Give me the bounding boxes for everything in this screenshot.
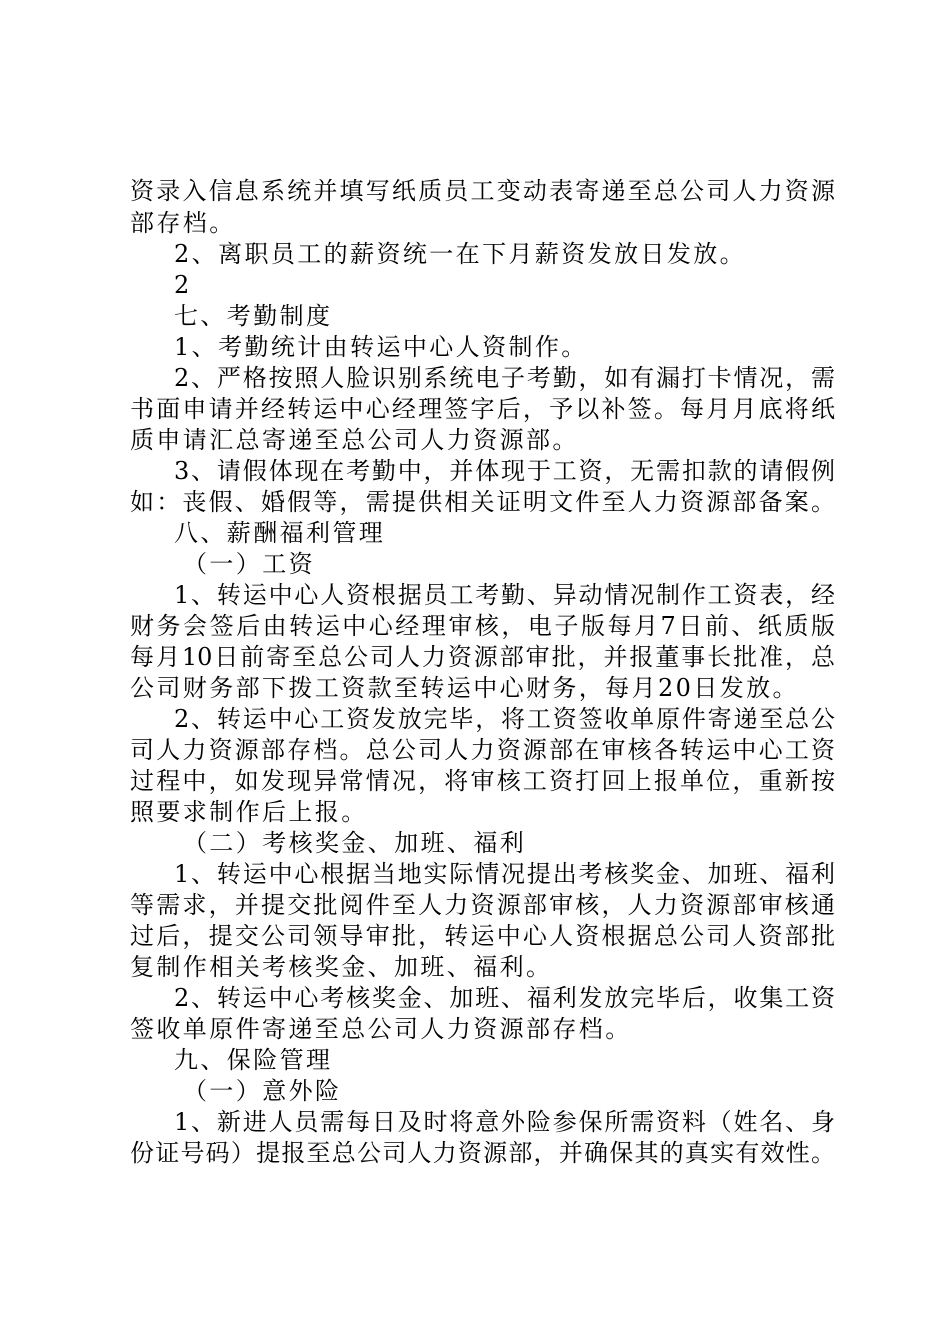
subsection-heading: （一）工资 <box>183 550 315 578</box>
paragraph-line: 2、转运中心考核奖金、加班、福利发放完毕后，收集工资 <box>174 984 835 1012</box>
paragraph-line: 等需求，并提交批阅件至人力资源部审核，人力资源部审核通 <box>130 891 835 919</box>
paragraph-line: 3、请假体现在考勤中，并体现于工资，无需扣款的请假例 <box>174 457 835 485</box>
paragraph-line: 每月10日前寄至总公司人力资源部审批，并报董事长批准，总 <box>130 643 835 671</box>
paragraph-line: 1、考勤统计由转运中心人资制作。 <box>174 333 588 361</box>
paragraph-line: 复制作相关考核奖金、加班、福利。 <box>130 953 553 981</box>
paragraph-line: 过程中，如发现异常情况，将审核工资打回上报单位，重新按 <box>130 767 835 795</box>
section-heading: 七、考勤制度 <box>174 302 333 330</box>
paragraph-line: 1、新进人员需每日及时将意外险参保所需资料（姓名、身 <box>174 1108 835 1136</box>
paragraph-line: 2、严格按照人脸识别系统电子考勤，如有漏打卡情况，需 <box>174 364 835 392</box>
paragraph-line: 公司财务部下拨工资款至转运中心财务，每月20日发放。 <box>130 674 799 702</box>
paragraph-line: 资录入信息系统并填写纸质员工变动表寄递至总公司人力资源 <box>130 177 835 205</box>
section-heading: 八、薪酬福利管理 <box>174 519 386 547</box>
paragraph-line: 1、转运中心人资根据员工考勤、异动情况制作工资表，经 <box>174 581 835 609</box>
subsection-heading: （二）考核奖金、加班、福利 <box>183 829 527 857</box>
paragraph-line: 质申请汇总寄递至总公司人力资源部。 <box>130 426 579 454</box>
paragraph-line: 财务会签后由转运中心经理审核，电子版每月7日前、纸质版 <box>130 612 835 640</box>
paragraph-line: 部存档。 <box>130 209 236 237</box>
subsection-heading: （一）意外险 <box>183 1077 342 1105</box>
paragraph-line: 司人力资源部存档。总公司人力资源部在审核各转运中心工资 <box>130 736 835 764</box>
paragraph-line: 1、转运中心根据当地实际情况提出考核奖金、加班、福利 <box>174 860 835 888</box>
page-number: 2 <box>174 271 192 299</box>
paragraph-line: 如：丧假、婚假等，需提供相关证明文件至人力资源部备案。 <box>130 488 835 516</box>
paragraph-line: 签收单原件寄递至总公司人力资源部存档。 <box>130 1015 632 1043</box>
paragraph-line: 书面申请并经转运中心经理签字后，予以补签。每月月底将纸 <box>130 395 835 423</box>
paragraph-line: 2、离职员工的薪资统一在下月薪资发放日发放。 <box>174 240 747 268</box>
section-heading: 九、保险管理 <box>174 1046 333 1074</box>
paragraph-line: 2、转运中心工资发放完毕，将工资签收单原件寄递至总公 <box>174 705 835 733</box>
paragraph-line: 照要求制作后上报。 <box>130 798 368 826</box>
paragraph-line: 过后，提交公司领导审批，转运中心人资根据总公司人资部批 <box>130 922 835 950</box>
paragraph-line: 份证号码）提报至总公司人力资源部，并确保其的真实有效性。 <box>130 1139 835 1167</box>
